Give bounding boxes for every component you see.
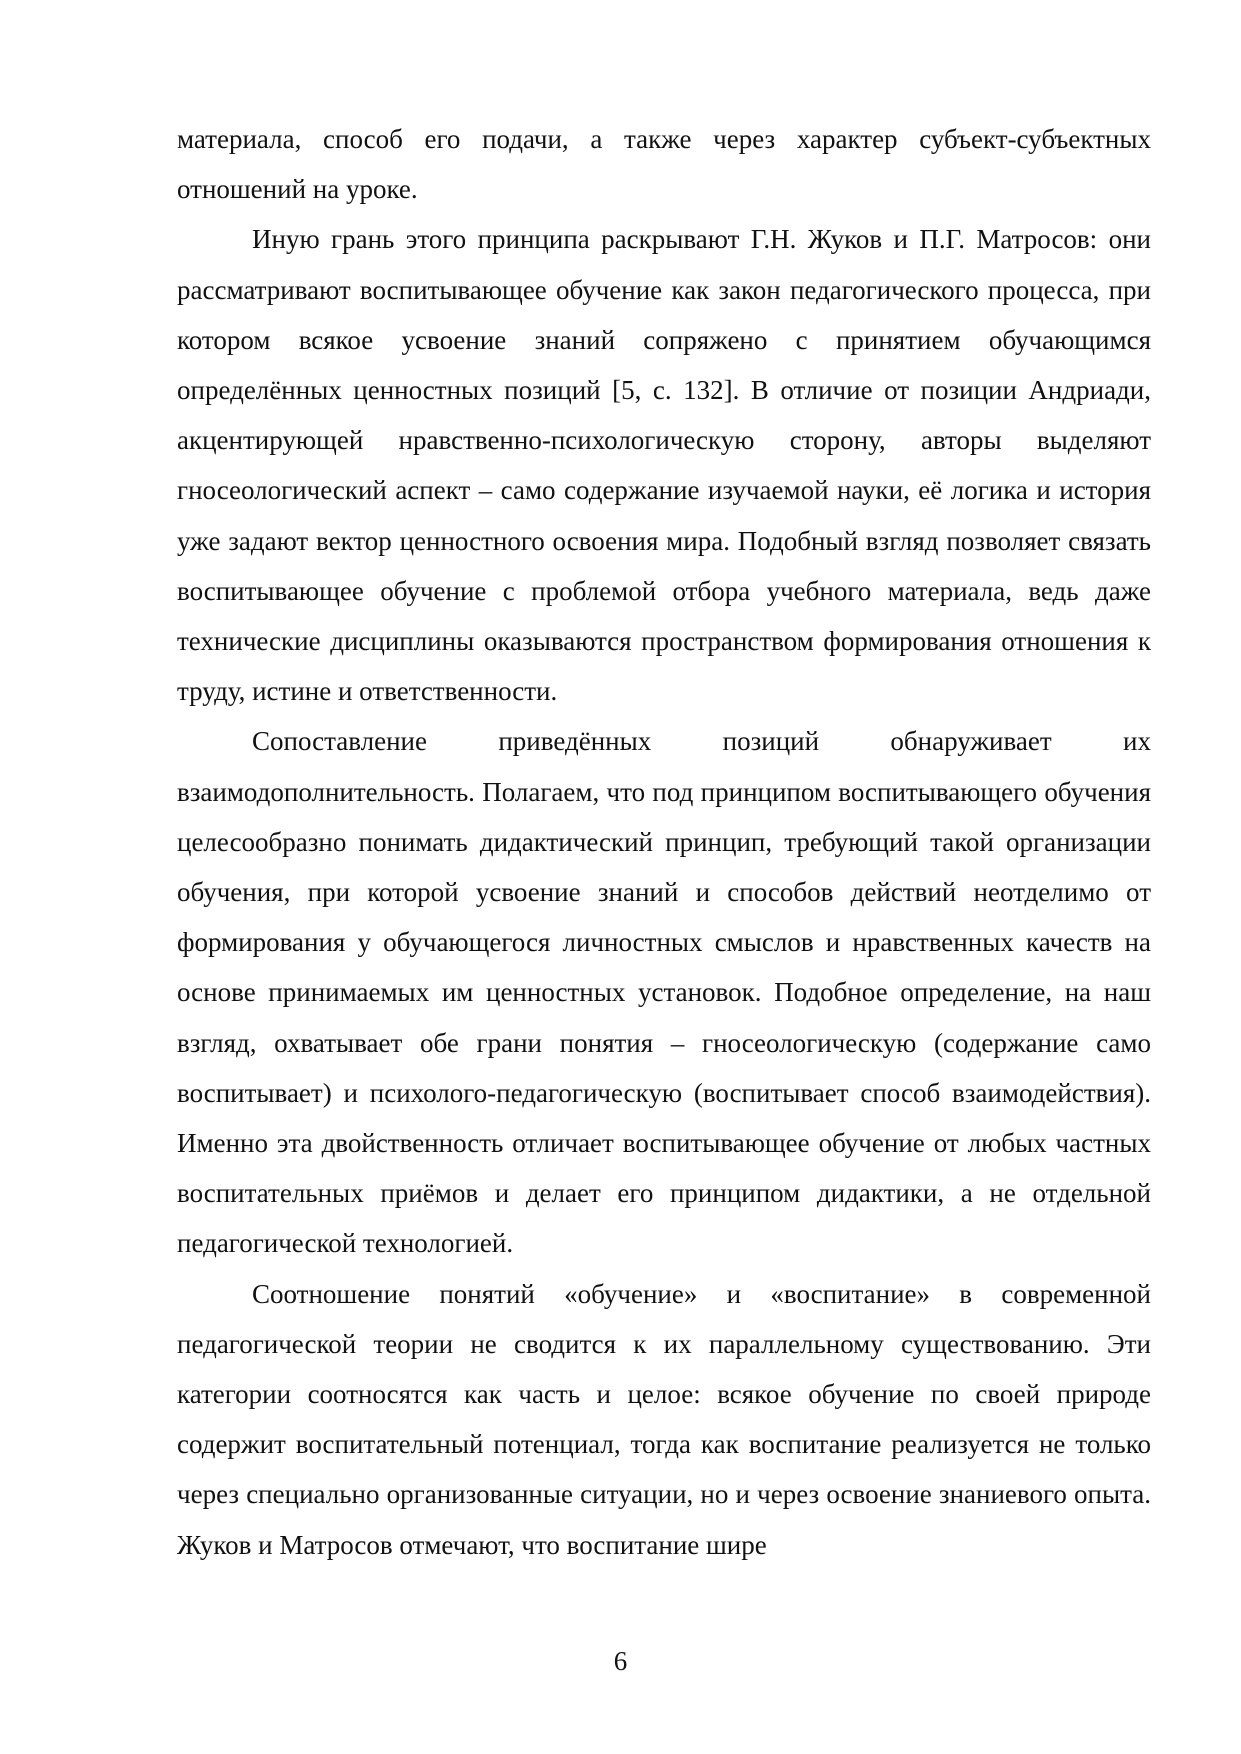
page-number: 6 — [613, 1646, 628, 1676]
paragraph-zhukov-matrosov: Иную грань этого принципа раскрывают Г.Н. Жуков и П.Г. Матросов: они рассматривают воспитывающее обучение как закон педагогического процесса, при котором всякое усвоение знаний сопряжено с принятием обучающимся определённых ценностных позиций [5, с. 132]. В отличие от позиции Андриади, акцентирующей нравственно-психологическую сторону, авторы выделяют гносеологический аспект – само содержание изучаемой науки, её логика и история уже задают вектор ценностного освоения мира. Подобный взгляд позволяет связать воспитывающее обучение с проблемой отбора учебного материала, ведь даже технические дисциплины оказываются пространством формирования отношения к труду, истине и ответственности. — [177, 224, 1151, 707]
document-body — [177, 114, 1151, 1570]
paragraph-continuation: материала, способ его подачи, а также через характер субъект-субъектных отношений на уроке. — [177, 124, 1151, 205]
paragraph-comparison: Сопоставление приведённых позиций обнаруживает их взаимодополнительность. Полагаем, что под принципом воспитывающего обучения целесообразно понимать дидактический принцип, требующий такой организации обучения, при которой усвоение знаний и способов действий неотделимо от формирования у обучающегося личностных смыслов и нравственных качеств на основе принимаемых им ценностных установок. Подобное определение, на наш взгляд, охватывает обе грани понятия – гносеологическую (содержание само воспитывает) и психолого-педагогическую (воспитывает способ взаимодействия). Именно эта двойственность отличает воспитывающее обучение от любых частных воспитательных приёмов и делает его принципом дидактики, а не отдельной педагогической технологией. — [177, 726, 1151, 1259]
paragraph-correlation: Соотношение понятий «обучение» и «воспитание» в современной педагогической теории не сводится к их параллельному существованию. Эти категории соотносятся как часть и целое: всякое обучение по своей природе содержит воспитательный потенциал, тогда как воспитание реализуется не только через специально организованные ситуации, но и через освоение знаниевого опыта. Жуков и Матросов отмечают, что воспитание шире — [177, 1278, 1151, 1560]
